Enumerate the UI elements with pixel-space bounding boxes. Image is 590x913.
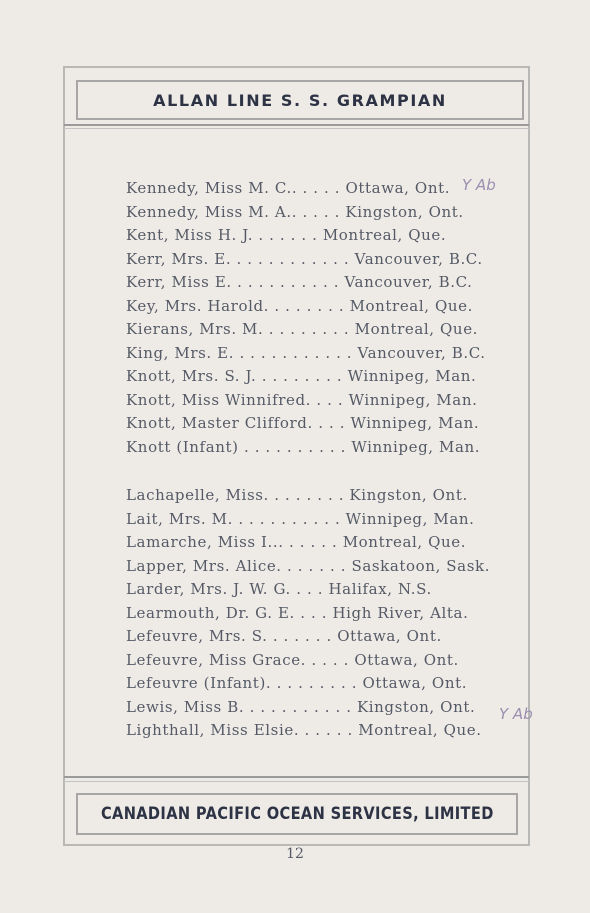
list-item: King, Mrs. E. . . . . . . . . . . . Vancouver, B.C.: [126, 343, 486, 362]
list-item: Kerr, Miss E. . . . . . . . . . . Vancouver, B.C.: [126, 273, 473, 291]
page-title: ALLAN LINE S. S. GRAMPIAN: [153, 90, 447, 110]
list-item: Knott, Miss Winnifred. . . . Winnipeg, Man.: [126, 390, 478, 409]
handwritten-annotation: Y Ab: [462, 176, 496, 194]
list-item: Lachapelle, Miss. . . . . . . . Kingston, Ont.: [126, 486, 468, 504]
list-item: Kennedy, Miss M. A.. . . . . Kingston, Ont.: [126, 202, 464, 221]
list-item: Key, Mrs. Harold. . . . . . . . Montreal, Que.: [126, 296, 473, 315]
footer-box: [76, 793, 518, 835]
list-item: Lewis, Miss B. . . . . . . . . . . Kingston, Ont.: [126, 697, 476, 716]
header-rule: [64, 124, 529, 126]
page-number: 12: [286, 846, 304, 862]
list-item: Knott, Mrs. S. J. . . . . . . . . Winnipeg, Man.: [126, 367, 477, 385]
list-item: Kierans, Mrs. M. . . . . . . . . Montreal, Que.: [126, 320, 479, 338]
list-item: Knott, Master Clifford. . . . Winnipeg, Man.: [126, 414, 480, 432]
list-item: Lefeuvre, Miss Grace. . . . . Ottawa, Ont.: [126, 650, 459, 669]
list-item: Kennedy, Miss M. C.. . . . . Ottawa, Ont.: [126, 179, 451, 197]
header-box: [76, 80, 524, 120]
footer-company: CANADIAN PACIFIC OCEAN SERVICES, LIMITED: [100, 804, 494, 824]
list-item: Knott (Infant) . . . . . . . . . . Winnipeg, Man.: [126, 437, 481, 456]
list-item: Lait, Mrs. M. . . . . . . . . . . Winnipeg, Man.: [126, 509, 475, 528]
passenger-list-l: [126, 484, 490, 743]
list-item: Lefeuvre (Infant). . . . . . . . . Ottawa, Ont.: [126, 674, 468, 692]
handwritten-annotation: Y Ab: [499, 705, 533, 723]
list-item: Kent, Miss H. J. . . . . . . Montreal, Que.: [126, 226, 447, 244]
list-item: Lamarche, Miss I... . . . . . Montreal, Que.: [126, 533, 467, 551]
list-item: Lefeuvre, Mrs. S. . . . . . . Ottawa, Ont.: [126, 627, 442, 645]
header-rule-thin: [64, 128, 529, 129]
list-item: Larder, Mrs. J. W. G. . . . Halifax, N.S.: [126, 580, 432, 598]
list-item: Lapper, Mrs. Alice. . . . . . . Saskatoon, Sask.: [126, 556, 491, 575]
footer-rule: [64, 776, 529, 778]
passenger-list-k: [126, 177, 486, 459]
list-item: Lighthall, Miss Elsie. . . . . . Montreal, Que.: [126, 721, 482, 739]
list-item: Learmouth, Dr. G. E. . . . High River, Alta.: [126, 603, 469, 622]
footer-rule-thin: [64, 781, 529, 782]
list-item: Kerr, Mrs. E. . . . . . . . . . . . Vancouver, B.C.: [126, 249, 483, 268]
